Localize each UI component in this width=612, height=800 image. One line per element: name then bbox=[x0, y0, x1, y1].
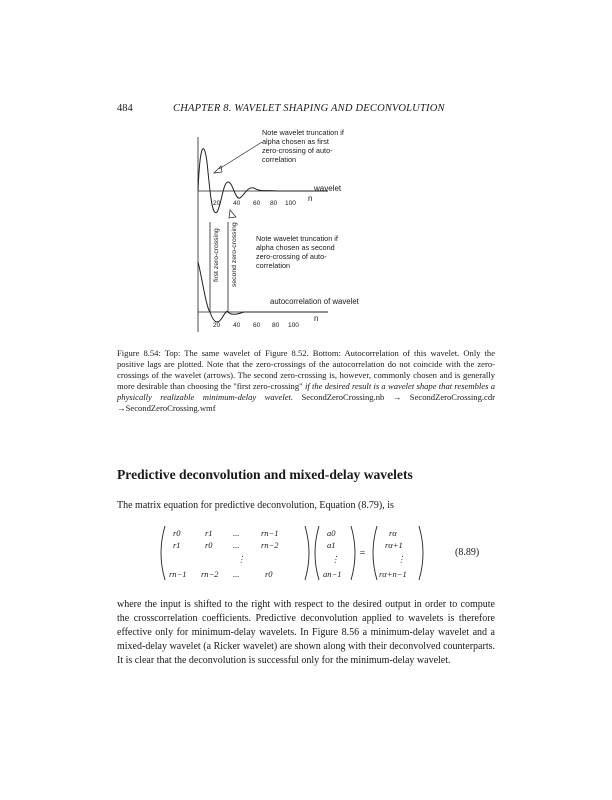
rv-1: rα+1 bbox=[385, 540, 403, 550]
equation-svg bbox=[155, 524, 455, 582]
wavelet-label: wavelet bbox=[314, 184, 342, 193]
top-tick-80: 80 bbox=[270, 200, 278, 207]
m-r1-1: r0 bbox=[205, 540, 213, 550]
bottom-tick-100: 100 bbox=[288, 322, 299, 329]
m-r3-1: rn−2 bbox=[201, 569, 219, 579]
m-r3-3: r0 bbox=[265, 569, 273, 579]
caption-files: SecondZeroCrossing.nb → SecondZeroCrossing.cdr →SecondZeroCrossing.wmf bbox=[117, 391, 495, 413]
bottom-n-label: n bbox=[314, 314, 319, 323]
arrow-first bbox=[219, 142, 262, 169]
annot-second-line-3: zero-crossing of auto- bbox=[256, 252, 327, 261]
m-r0-0: r0 bbox=[173, 528, 181, 538]
figure-plot bbox=[188, 122, 388, 347]
m-r3-0: rn−1 bbox=[169, 569, 187, 579]
intro-paragraph: The matrix equation for predictive deconvolution, Equation (8.79), is bbox=[117, 500, 394, 511]
annot-first-line-4: correlation bbox=[262, 155, 297, 164]
annot-second-line-2: alpha chosen as second bbox=[256, 243, 335, 252]
arrowhead-first bbox=[214, 166, 222, 173]
m-r2-2: ⋮ bbox=[237, 554, 246, 564]
matrix-equation bbox=[155, 524, 455, 582]
m-r0-3: rn−1 bbox=[261, 528, 279, 538]
annot-first-line-3: zero-crossing of auto- bbox=[262, 146, 333, 155]
first-zero-label: first zero-crossing bbox=[213, 228, 220, 282]
a-1: a1 bbox=[327, 540, 336, 550]
arrowhead-second bbox=[229, 210, 236, 218]
a-2: ⋮ bbox=[331, 554, 340, 564]
top-n-label: n bbox=[308, 194, 313, 203]
rv-3: rα+n−1 bbox=[379, 569, 407, 579]
m-r0-1: r1 bbox=[205, 528, 213, 538]
bottom-tick-20: 20 bbox=[213, 322, 221, 329]
m-r3-2: ... bbox=[233, 569, 240, 579]
top-tick-60: 60 bbox=[253, 200, 261, 207]
top-tick-40: 40 bbox=[233, 200, 241, 207]
caption-italic-text: if the desired result is a wavelet shape that resembles a physically realizable minimum-delay wavelet. bbox=[117, 380, 495, 402]
m-r1-3: rn−2 bbox=[261, 540, 279, 550]
m-r0-2: ... bbox=[233, 528, 240, 538]
equation-number: (8.89) bbox=[455, 547, 480, 558]
top-tick-100: 100 bbox=[285, 200, 296, 207]
annot-first-line-1: Note wavelet truncation if bbox=[262, 128, 344, 137]
figure-8-54 bbox=[188, 122, 388, 347]
rv-0: rα bbox=[389, 528, 397, 538]
section-title: Predictive deconvolution and mixed-delay wavelets bbox=[117, 467, 413, 482]
chapter-title: CHAPTER 8. WAVELET SHAPING AND DECONVOLUTION bbox=[173, 103, 445, 114]
top-tick-20: 20 bbox=[213, 200, 221, 207]
bottom-tick-60: 60 bbox=[253, 322, 261, 329]
figure-caption bbox=[117, 348, 495, 413]
a-3: an−1 bbox=[323, 569, 342, 579]
autocorr-label: autocorrelation of wavelet bbox=[270, 297, 359, 306]
bottom-tick-40: 40 bbox=[233, 322, 241, 329]
caption-text: Top: The same wavelet of Figure 8.52. Bottom: Autocorrelation of this wavelet. Only the positive lags are plotted. Note that the zero-crossings of the autocorrelation do not coincide with the zero-crossings of the wavelet (arrows). The second zero-crossing is, however, commonly chosen and is generally more desirable than choosing the "first zero-crossing" bbox=[117, 348, 496, 391]
second-zero-label: second zero-crossing bbox=[231, 222, 238, 287]
rv-2: ⋮ bbox=[397, 554, 406, 564]
annot-second-line-4: correlation bbox=[256, 261, 291, 270]
bottom-tick-80: 80 bbox=[272, 322, 280, 329]
equals-sign: = bbox=[359, 548, 366, 559]
a-0: a0 bbox=[327, 528, 336, 538]
annot-first-line-2: alpha chosen as first bbox=[262, 137, 329, 146]
m-r1-2: ... bbox=[233, 540, 240, 550]
page-number: 484 bbox=[117, 103, 133, 114]
body-paragraph: where the input is shifted to the right with respect to the desired output in order to compute the crosscorrelation coefficients. Predictive deconvolution applied to wavelets is therefore effective only for minimum-delay wavelets. In Figure 8.56 a minimum-delay wavelet and a mixed-delay wavelet (a Ricker wavelet) are shown along with their deconvolved counterparts. It is clear that the deconvolution is successful only for the minimum-delay wavelet. bbox=[117, 599, 495, 666]
m-r1-0: r1 bbox=[173, 540, 181, 550]
annot-second-line-1: Note wavelet truncation if bbox=[256, 234, 338, 243]
caption-label: Figure 8.54: bbox=[117, 348, 161, 358]
